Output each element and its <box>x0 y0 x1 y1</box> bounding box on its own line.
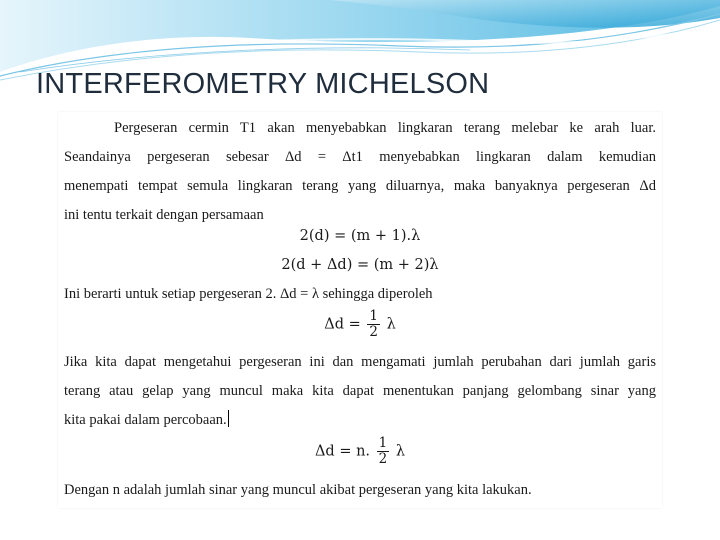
text-line: Ini berarti untuk setiap pergeseran 2. Δd = λ sehingga diperoleh <box>64 286 433 302</box>
fraction-numerator: 1 <box>369 308 378 324</box>
fraction-denominator: 2 <box>369 324 378 340</box>
equation-3 <box>58 309 662 340</box>
paragraph-conclusion <box>64 476 656 505</box>
paragraph-result <box>64 280 656 309</box>
paragraph-intro <box>64 114 656 230</box>
content-image <box>58 112 662 508</box>
paragraph-method <box>64 348 656 435</box>
fraction <box>377 436 390 467</box>
equation-4 <box>58 436 662 467</box>
text-line: terang atau gelap yang muncul maka kita dapat menentukan panjang gelombang sinar yang <box>64 383 656 399</box>
fraction <box>367 309 380 340</box>
text-line <box>64 406 656 435</box>
equation-lhs: Δd = <box>324 316 361 333</box>
text-line: Seandainya pergeseran sebesar Δd = Δt1 menyebabkan lingkaran dalam kemudian <box>64 149 656 165</box>
fraction-numerator: 1 <box>378 435 388 451</box>
fraction-denominator: 2 <box>378 451 388 467</box>
text-line: Dengan n adalah jumlah sinar yang muncul akibat pergeseran yang kita lakukan. <box>64 482 532 498</box>
equation-2: 2(d + Δd) = (m + 2)λ <box>281 257 439 273</box>
text-fragment: kita pakai dalam percobaan. <box>64 412 227 428</box>
equation-lhs: Δd = n. <box>314 443 371 460</box>
equation-rhs: λ <box>395 443 406 460</box>
equation-1: 2(d) = (m + 1).λ <box>299 228 421 244</box>
text-cursor <box>228 410 230 427</box>
text-line: Jika kita dapat mengetahui pergeseran ini dan mengamati jumlah perubahan dari jumlah garis <box>64 354 656 370</box>
text-line: ini tentu terkait dengan persamaan <box>64 207 264 223</box>
slide-title: INTERFEROMETRY MICHELSON <box>36 68 490 100</box>
text-line: Pergeseran cermin T1 akan menyebabkan lingkaran terang melebar ke arah luar. <box>114 120 656 136</box>
text-line: menempati tempat semula lingkaran terang yang diluarnya, maka banyaknya pergeseran Δd <box>64 178 656 194</box>
equation-rhs: λ <box>386 316 396 333</box>
